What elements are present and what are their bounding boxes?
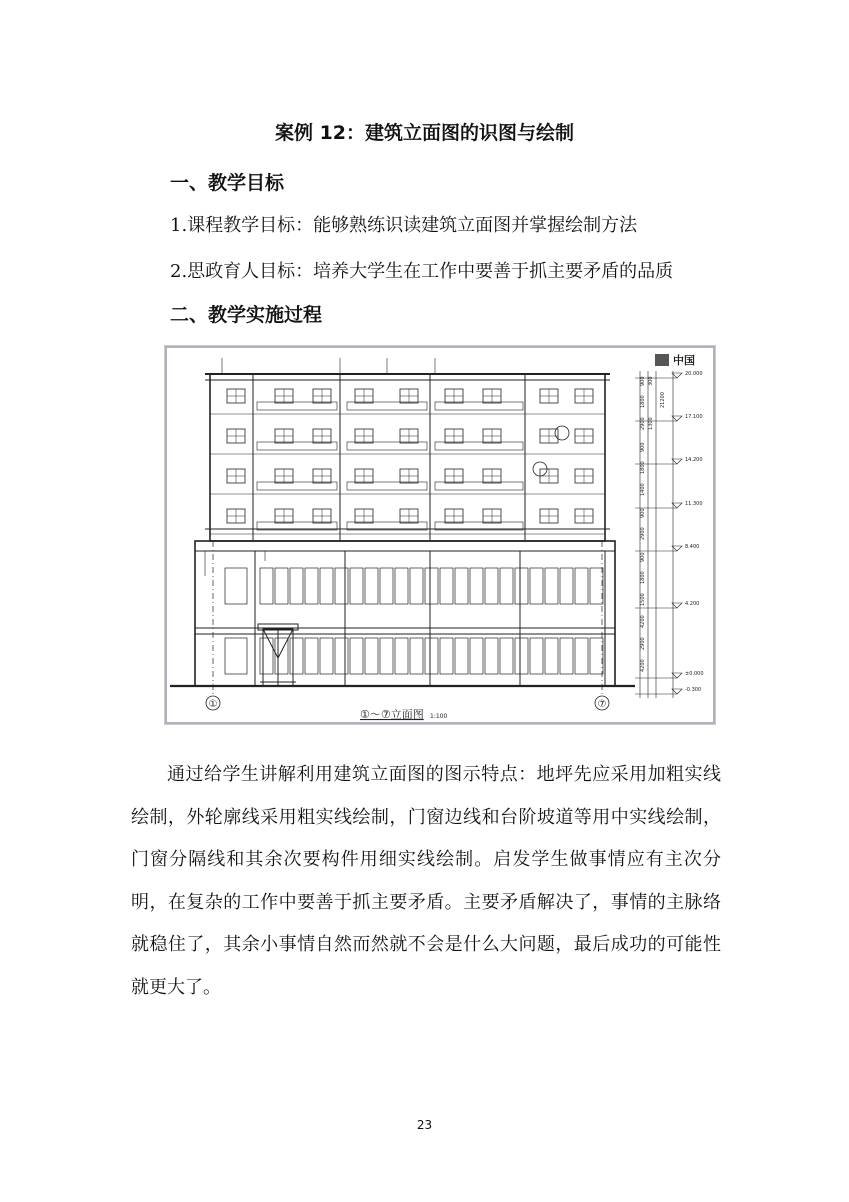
level-marker xyxy=(672,673,682,678)
dimension-label: 1300 xyxy=(648,417,654,430)
body-paragraph: 通过给学生讲解利用建筑立面图的图示特点：地坪先应采用加粗实线绘制，外轮廓线采用粗实线绘制，门窗边线和台阶坡道等用中实线绘制，门窗分隔线和其余次要构件用细实线绘制。启发学生做事情应有主次分明，在复杂的工作中要善于抓主要矛盾。主要矛盾解决了，事情的主脉络就稳住了，其余小事情自然而然就不会是什么大问题，最后成功的可能性就更大了。 xyxy=(131,764,721,998)
podium-window xyxy=(560,638,573,674)
podium-window xyxy=(380,638,393,674)
podium-window xyxy=(560,568,573,604)
dimension-label: 2900 xyxy=(640,637,646,650)
podium-window xyxy=(350,638,363,674)
podium-window xyxy=(260,568,273,604)
podium-window xyxy=(545,568,558,604)
dimension-label: 1800 xyxy=(640,461,646,474)
podium-window xyxy=(320,638,333,674)
podium-window xyxy=(530,568,543,604)
podium-window xyxy=(395,638,408,674)
page-number: 23 xyxy=(416,1118,433,1132)
level-marker xyxy=(672,503,682,508)
podium-window xyxy=(455,638,468,674)
podium-window xyxy=(275,568,288,604)
elevation-label: 4.200 xyxy=(685,601,700,607)
drawing-scale: 1:100 xyxy=(430,713,448,720)
course-teaching-goal: 1.课程教学目标：能够熟练识读建筑立面图并掌握绘制方法 xyxy=(170,215,638,236)
elevation-label: 20.000 xyxy=(685,371,703,377)
watermark-logo: 中国 xyxy=(673,354,695,367)
dimension-label: 4200 xyxy=(640,615,646,628)
dimension-label: 2900 xyxy=(640,417,646,430)
podium-window xyxy=(455,568,468,604)
podium-window xyxy=(350,568,363,604)
podium-window xyxy=(500,638,513,674)
section-heading-teaching-process: 二、教学实施过程 xyxy=(170,304,323,326)
dimension-label: 900 xyxy=(640,376,646,386)
elevation-label: 8.400 xyxy=(685,544,700,550)
dimension-label: 900 xyxy=(640,442,646,452)
podium-window xyxy=(380,568,393,604)
elevation-svg xyxy=(165,346,715,724)
podium-window xyxy=(305,568,318,604)
podium-window xyxy=(515,568,528,604)
dimension-label: 2900 xyxy=(640,527,646,540)
level-marker xyxy=(672,603,682,608)
podium-window xyxy=(530,638,543,674)
podium-window xyxy=(425,638,438,674)
podium-window xyxy=(225,638,247,674)
elevation-label: ±0.000 xyxy=(685,671,704,677)
podium-window xyxy=(290,638,303,674)
podium-window xyxy=(590,638,603,674)
podium-window xyxy=(425,568,438,604)
dimension-label: 900 xyxy=(640,552,646,562)
dimension-label: 1800 xyxy=(640,395,646,408)
section-heading-teaching-goals: 一、教学目标 xyxy=(170,172,285,194)
level-marker xyxy=(672,459,682,464)
podium-window xyxy=(305,638,318,674)
axis-label-7: ⑦ xyxy=(597,699,607,710)
podium-window xyxy=(485,638,498,674)
podium-window xyxy=(470,638,483,674)
podium-window xyxy=(365,568,378,604)
dimension-label: 1500 xyxy=(640,593,646,606)
podium-window xyxy=(260,638,273,674)
podium-window xyxy=(395,568,408,604)
podium-window xyxy=(545,638,558,674)
elevation-label: 17.100 xyxy=(685,414,703,420)
podium-window xyxy=(320,568,333,604)
podium-window xyxy=(335,568,348,604)
dimension-label: 4200 xyxy=(640,659,646,672)
dimension-label: 900 xyxy=(640,508,646,518)
podium-window xyxy=(365,638,378,674)
podium-window xyxy=(485,568,498,604)
level-marker xyxy=(672,416,682,421)
podium-window xyxy=(410,638,423,674)
podium-window xyxy=(335,638,348,674)
ideological-education-goal: 2.思政育人目标：培养大学生在工作中要善于抓主要矛盾的品质 xyxy=(170,261,674,282)
level-marker xyxy=(672,373,682,378)
podium-window xyxy=(575,638,588,674)
podium-window xyxy=(225,568,247,604)
podium-window xyxy=(410,568,423,604)
podium-window xyxy=(470,568,483,604)
dimension-label: 1800 xyxy=(640,571,646,584)
podium-window xyxy=(575,568,588,604)
podium-window xyxy=(440,638,453,674)
dimension-label: 1400 xyxy=(640,483,646,496)
document-title: 案例 12：建筑立面图的识图与绘制 xyxy=(274,122,575,144)
elevation-label: -0.300 xyxy=(685,687,702,693)
building-elevation-drawing xyxy=(164,345,716,725)
podium-window xyxy=(515,638,528,674)
drawing-caption: ①～⑦立面图 xyxy=(360,708,424,721)
axis-label-1: ① xyxy=(208,699,218,710)
podium-window xyxy=(500,568,513,604)
level-marker xyxy=(672,546,682,551)
podium-window xyxy=(290,568,303,604)
watermark-icon xyxy=(655,354,669,366)
dimension-label: 21200 xyxy=(660,392,666,408)
dimension-label: 300 xyxy=(648,376,654,386)
elevation-label: 11.300 xyxy=(685,501,703,507)
podium-window xyxy=(440,568,453,604)
elevation-label: 14.200 xyxy=(685,457,703,463)
podium-window xyxy=(590,568,603,604)
level-marker xyxy=(672,689,682,694)
